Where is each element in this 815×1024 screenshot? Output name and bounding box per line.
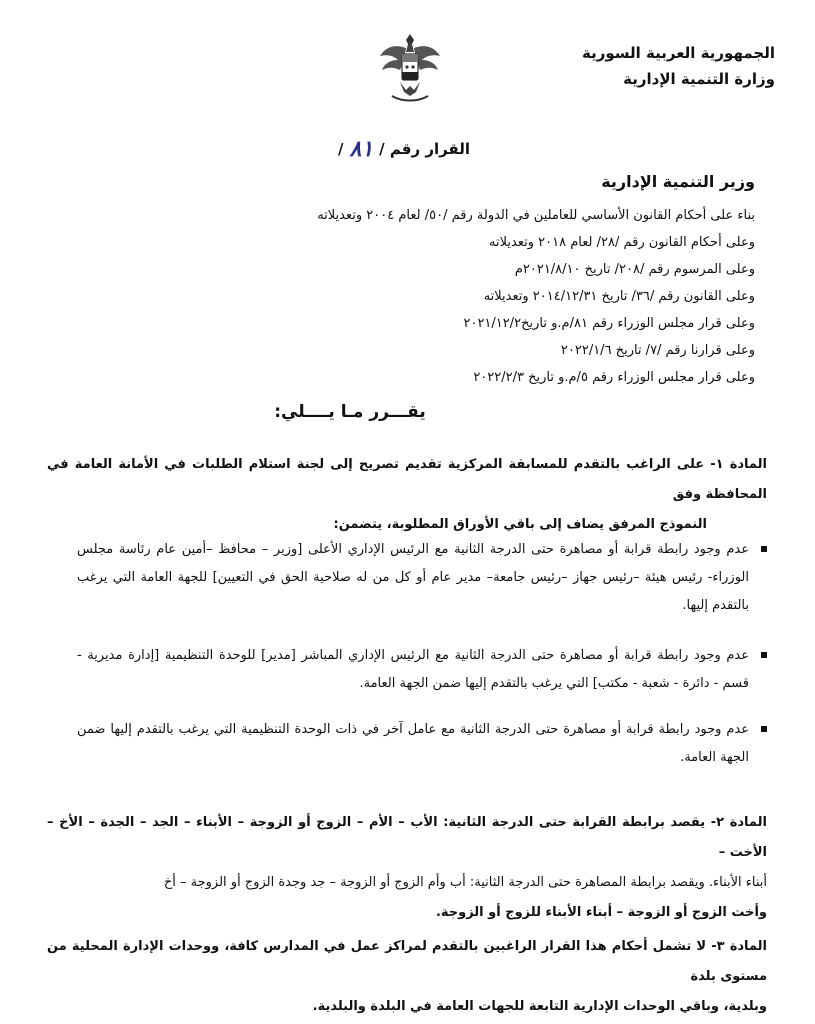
condition-text: عدم وجود رابطة قرابة أو مصاهرة حتى الدرجة الثانية مع عامل آخر في ذات الوحدة التنظيمية التي يرغب بالتقدم إليها ضمن الجهة العامة. (77, 722, 749, 765)
article-1-line-1: المادة ١- على الراغب بالتقدم للمسابقة المركزية تقديم تصريح إلى لجنة استلام الطلبات في الأمانة العامة في المحافظة وفق (47, 457, 767, 502)
minister-title: وزير التنمية الإدارية (601, 172, 755, 191)
condition-bullet-1 (77, 536, 767, 630)
article-1-line-2: النموذج المرفق يضاف إلى باقي الأوراق المطلوبة، يتضمن: (333, 517, 707, 532)
preamble (235, 202, 755, 391)
preamble-line: وعلى القانون رقم /٣٦/ تاريخ ٢٠١٤/١٢/٣١ وتعديلاته (483, 289, 755, 304)
article-2 (47, 808, 767, 928)
preamble-line: وعلى قرار مجلس الوزراء رقم ٨١/م.و تاريخ٢٠٢١/١٢/٢ (463, 316, 755, 331)
bullet-square-icon (761, 652, 767, 658)
bullet-square-icon (761, 726, 767, 732)
condition-text: عدم وجود رابطة قرابة أو مصاهرة حتى الدرجة الثانية مع الرئيس الإداري المباشر [مدير] للوحدة التنظيمية [إدارة مديرية - قسم - دائرة - شعبة - مكتب] التي يرغب بالتقدم إليها ضمن الجهة العامة. (77, 648, 749, 691)
bullet-square-icon (761, 546, 767, 552)
article-3-line-1: المادة ٣- لا تشمل أحكام هذا القرار الراغبين بالتقدم لمراكز عمل في المدارس كافة، ووحدات الإدارة المحلية من مستوى بلدة (47, 939, 767, 984)
letterhead (582, 40, 775, 92)
preamble-line: وعلى المرسوم رقم /٢٠٨/ تاريخ ٢٠٢١/٨/١٠م (514, 262, 755, 277)
article-3-line-2: وبلدية، وباقي الوحدات الإدارية التابعة للجهات العامة في البلدة والبلدية. (312, 999, 767, 1014)
article-1 (47, 450, 767, 540)
article-2-line-3: وأخت الزوج أو الزوجة – أبناء الأبناء للزوج أو الزوجة. (435, 905, 767, 920)
article-2-line-1: المادة ٢- يقصد برابطة القرابة حتى الدرجة الثانية: الأب – الأم – الزوج أو الزوجة – الأبناء – الجد – الجدة – الأخ – الأخت – (47, 815, 767, 860)
decision-number-line (338, 136, 470, 162)
decision-number: ٨١ (349, 136, 374, 162)
preamble-line: بناء على أحكام القانون الأساسي للعاملين في الدولة رقم /٥٠/ لعام ٢٠٠٤ وتعديلاته (317, 208, 755, 223)
preamble-line: وعلى قرارنا رقم /٧/ تاريخ ٢٠٢٢/١/٦ (560, 343, 755, 358)
syrian-eagle-emblem-icon (378, 30, 442, 104)
article-2-line-2: أبناء الأبناء. ويقصد برابطة المصاهرة حتى الدرجة الثانية: أب وأم الزوج أو الزوجة – جد وجدة الزوج أو الزوجة – أخ (163, 875, 767, 890)
preamble-line: وعلى قرار مجلس الوزراء رقم ٥/م.و تاريخ ٢٠٢٢/٢/٣ (473, 370, 755, 385)
article-3 (47, 932, 767, 1022)
decision-suffix: / (338, 140, 344, 158)
decision-label: القرار رقم / (379, 140, 470, 158)
preamble-line: وعلى أحكام القانون رقم /٢٨/ لعام ٢٠١٨ وتعديلاته (489, 235, 755, 250)
decides-heading: يقـــرر مـا يــــلي: (274, 402, 426, 422)
condition-text: عدم وجود رابطة قرابة أو مصاهرة حتى الدرجة الثانية مع الرئيس الإداري الأعلى [وزير – محافظ –أمين عام رئاسة مجلس الوزراء- رئيس هيئة –رئيس جهاز –رئيس جامعة– مدير عام أو كل من له صلاحية الحق في التعيين] للجهة العامة التي يرغب بالتقدم إليها. (77, 542, 749, 613)
condition-bullet-2 (77, 642, 767, 708)
ministry-name: وزارة التنمية الإدارية (623, 70, 775, 88)
condition-bullet-3 (77, 716, 767, 782)
country-name: الجمهورية العربية السورية (582, 44, 775, 62)
